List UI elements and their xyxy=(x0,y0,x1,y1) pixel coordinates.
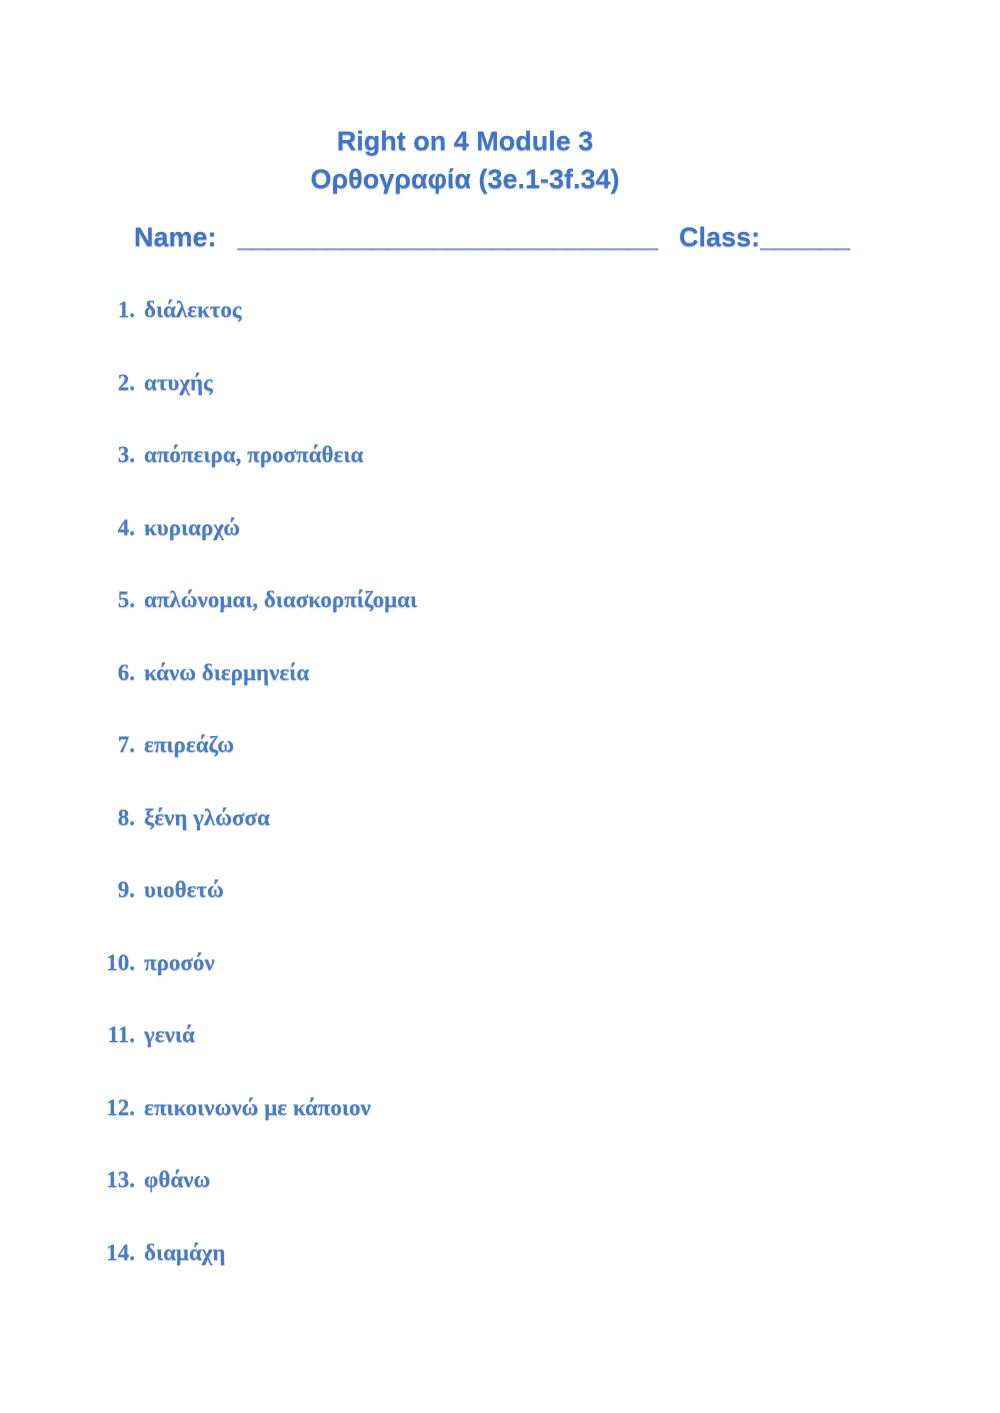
item-word: γενιά xyxy=(144,1022,195,1047)
item-word: κυριαρχώ xyxy=(144,514,241,540)
item-number: 7. xyxy=(117,732,135,757)
item-number: 4. xyxy=(117,514,135,540)
item-number: 13. xyxy=(106,1167,135,1192)
item-number: 9. xyxy=(117,877,135,902)
item-word: φθάνω xyxy=(144,1167,211,1192)
item-number: 5. xyxy=(117,587,135,612)
item-number: 14. xyxy=(106,1239,135,1265)
name-blank: ____________________________ xyxy=(237,222,659,252)
title-block xyxy=(0,122,930,198)
item-word: διάλεκτος xyxy=(144,297,242,322)
item-word: προσόν xyxy=(144,949,215,975)
student-info-row xyxy=(134,218,850,256)
name-label: Name: xyxy=(134,222,217,252)
class-label: Class: xyxy=(679,222,761,252)
item-number: 8. xyxy=(117,804,135,830)
item-number: 12. xyxy=(106,1094,135,1120)
item-word: κάνω διερμηνεία xyxy=(144,659,310,685)
worksheet-subtitle: Ορθογραφία (3e.1-3f.34) xyxy=(310,164,620,194)
item-number: 2. xyxy=(117,369,135,395)
item-number: 11. xyxy=(107,1022,135,1047)
item-word: απλώνομαι, διασκορπίζομαι xyxy=(144,587,418,612)
item-word: υιοθετώ xyxy=(144,877,224,902)
item-number: 1. xyxy=(117,297,135,322)
item-word: διαμάχη xyxy=(144,1239,226,1265)
item-number: 3. xyxy=(117,442,135,467)
item-word: επιρεάζω xyxy=(144,732,235,757)
item-word: ξένη γλώσσα xyxy=(144,804,270,830)
item-word: επικοινωνώ με κάποιον xyxy=(144,1094,371,1120)
item-number: 6. xyxy=(117,659,135,685)
item-word: απόπειρα, προσπάθεια xyxy=(144,442,364,467)
class-blank: ______ xyxy=(760,222,851,252)
worksheet-title: Right on 4 Module 3 xyxy=(336,126,594,156)
item-number: 10. xyxy=(106,949,135,975)
item-word: ατυχής xyxy=(144,369,213,395)
